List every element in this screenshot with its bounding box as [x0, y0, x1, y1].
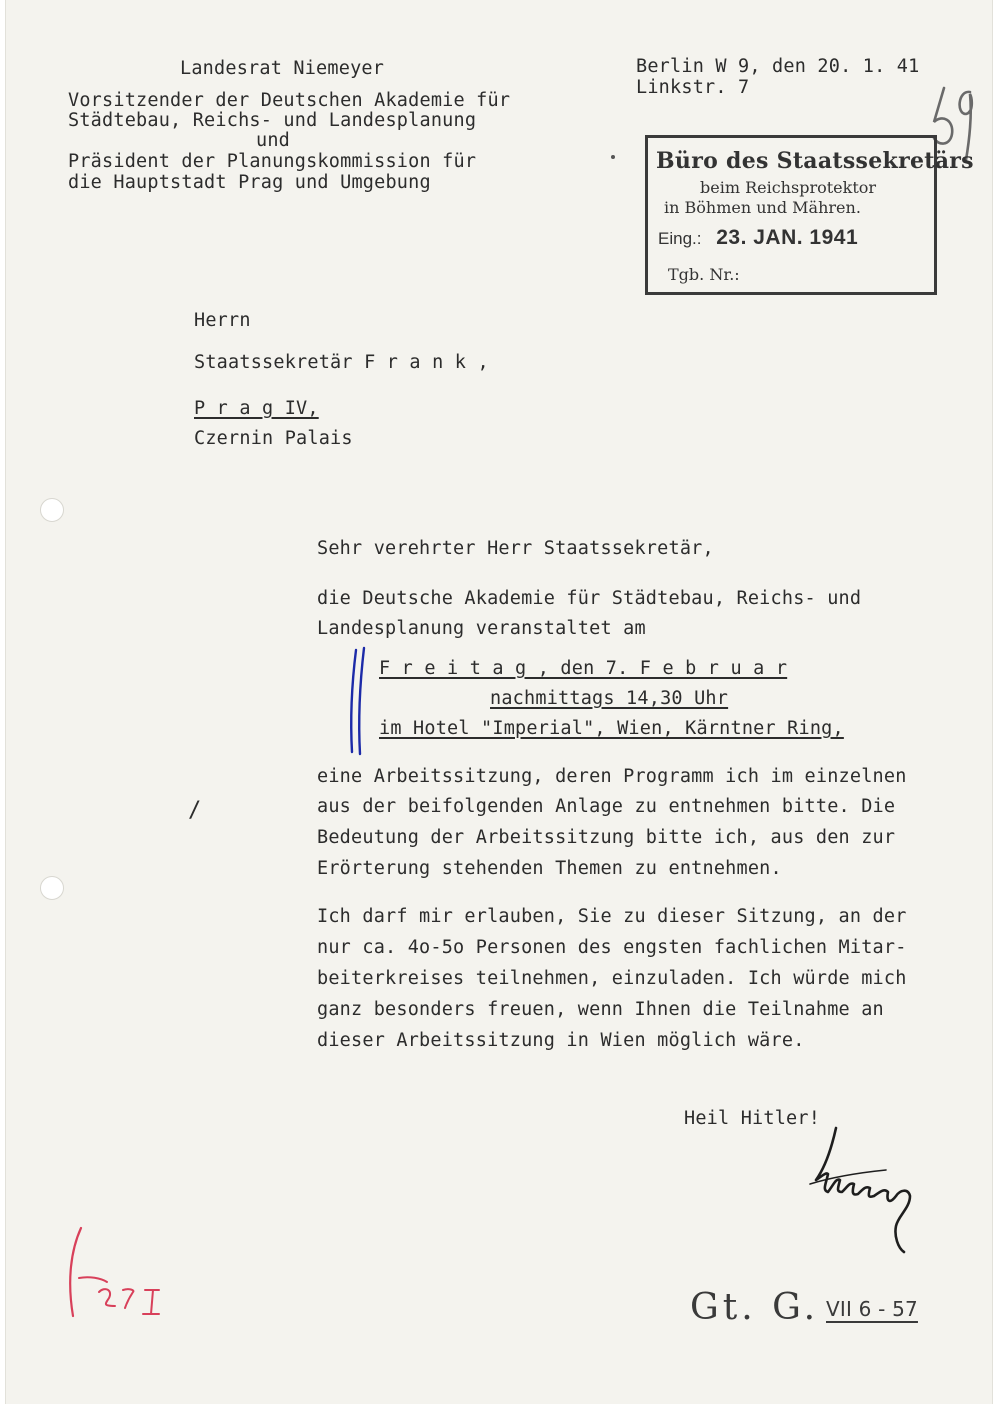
stamp-register-label: Tgb. Nr.:: [668, 265, 740, 284]
body-line: Landesplanung veranstaltet am: [317, 618, 646, 639]
recipient-address: Czernin Palais: [194, 428, 353, 449]
punch-hole: [40, 876, 64, 900]
blue-pencil-marks: [342, 646, 372, 758]
event-day: F r e i t a g , den 7. F e b r u a r: [379, 658, 788, 679]
body-line: beiterkreises teilnehmen, einzuladen. Ich würde mich: [317, 968, 907, 989]
stamp-received-label: Eing.:: [658, 229, 702, 248]
body-line: eine Arbeitssitzung, deren Programm ich im einzelnen: [317, 766, 907, 787]
recipient-city: P r a g IV,: [194, 398, 319, 419]
red-pencil-note: [41, 1220, 191, 1330]
closing: Heil Hitler!: [684, 1108, 821, 1129]
letter-page: [6, 0, 992, 1404]
event-time: nachmittags 14,30 Uhr: [490, 688, 729, 709]
punch-hole: [40, 498, 64, 522]
stamp-office-line3: in Böhmen und Mähren.: [664, 198, 861, 217]
body-line: Ich darf mir erlauben, Sie zu dieser Sitzung, an der: [317, 906, 907, 927]
body-line: Bedeutung der Arbeitssitzung bitte ich, aus den zur: [317, 827, 896, 848]
sender-title-line: Städtebau, Reichs- und Landesplanung: [68, 110, 477, 131]
stamp-received-date: 23. JAN. 1941: [716, 226, 859, 249]
sender-title-line: Präsident der Planungskommission für: [68, 151, 477, 172]
sender-title-line: und: [256, 130, 291, 151]
recipient-name: Staatssekretär F r a n k ,: [194, 352, 489, 373]
street-address: Linkstr. 7: [636, 77, 750, 98]
sender-name: Landesrat Niemeyer: [180, 58, 385, 79]
body-line: nur ca. 4o-5o Personen des engsten fachlichen Mitar-: [317, 937, 907, 958]
stamp-office-line2: beim Reichsprotektor: [700, 178, 877, 197]
sender-title-line: die Hauptstadt Prag und Umgebung: [68, 172, 431, 193]
body-line: dieser Arbeitssitzung in Wien möglich wäre.: [317, 1030, 805, 1051]
pencil-dot: [611, 155, 615, 159]
event-venue: im Hotel "Imperial", Wien, Kärntner Ring,: [379, 718, 844, 739]
sender-title-line: Vorsitzender der Deutschen Akademie für: [68, 90, 511, 111]
stamp-received: [658, 226, 858, 250]
body-line: aus der beifolgenden Anlage zu entnehmen bitte. Die: [317, 796, 896, 817]
body-line: die Deutsche Akademie für Städtebau, Reichs- und: [317, 588, 862, 609]
receipt-stamp: [645, 135, 974, 295]
gt-mark: Gt. G.: [690, 1287, 820, 1328]
margin-mark: /: [188, 798, 202, 823]
body-line: ganz besonders freuen, wenn Ihnen die Teilnahme an: [317, 999, 884, 1020]
place-date: Berlin W 9, den 20. 1. 41: [636, 56, 920, 77]
signature: [806, 1126, 926, 1256]
body-line: Erörterung stehenden Themen zu entnehmen.: [317, 858, 782, 879]
greeting: Sehr verehrter Herr Staatssekretär,: [317, 538, 714, 559]
recipient-salutation: Herrn: [194, 310, 251, 331]
stamp-office: Büro des Staatssekretärs: [656, 148, 974, 174]
file-reference: VII 6 - 57: [826, 1297, 918, 1321]
